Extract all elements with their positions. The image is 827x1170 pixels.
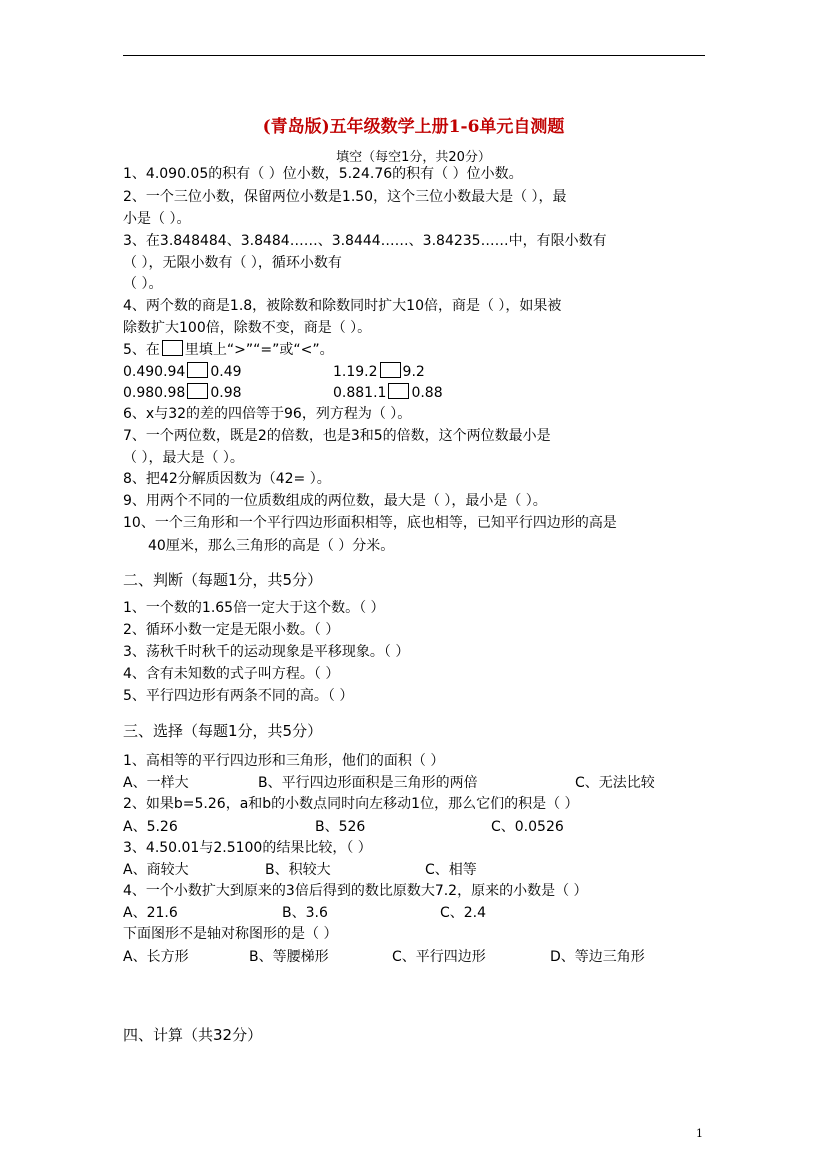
fill-q7-line1: 7、一个两位数，既是2的倍数，也是3和5的倍数，这个两位数最小是 (123, 428, 551, 444)
fill-q5 (123, 340, 334, 359)
section-calc-heading: 四、计算（共32分） (123, 1026, 263, 1044)
judge-item: 2、循环小数一定是无限小数。（ ） (123, 622, 340, 638)
answer-box[interactable] (187, 362, 208, 378)
choice-option: D、等边三角形 (550, 949, 645, 965)
choice-option: B、3.6 (282, 905, 328, 921)
fill-q3-line3: （ ）。 (123, 276, 163, 292)
fill-q4-line1: 4、两个数的商是1.8，被除数和除数同时扩大10倍，商是（ ），如果被 (123, 298, 562, 314)
judge-item: 1、一个数的1.65倍一定大于这个数。（ ） (123, 600, 385, 616)
fill-q1: 1、4.090.05的积有（ ）位小数，5.24.76的积有（ ）位小数。 (123, 166, 523, 182)
fill-q7-line2: （ ），最大是（ ）。 (123, 450, 244, 466)
choice-q5: 下面图形不是轴对称图形的是（ ） (123, 926, 338, 942)
fill-q10-line1: 10、一个三角形和一个平行四边形面积相等，底也相等，已知平行四边形的高是 (123, 515, 617, 531)
fill-q3-line1: 3、在3.848484、3.8484……、3.8444……、3.84235……中，有限小数有 (123, 233, 607, 249)
fill-q4-line2: 除数扩大100倍，除数不变，商是（ ）。 (123, 320, 372, 336)
section-judge-heading: 二、判断（每题1分，共5分） (123, 571, 323, 589)
compare-item: 0.490.94 0.49 (123, 364, 242, 380)
fill-q5-suffix: 里填上“>”“=”或“<”。 (184, 342, 334, 358)
fill-q6: 6、x与32的差的四倍等于96，列方程为（ ）。 (123, 406, 412, 422)
choice-option: C、平行四边形 (392, 949, 486, 965)
fill-q9: 9、用两个不同的一位质数组成的两位数，最大是（ ），最小是（ ）。 (123, 493, 547, 509)
choice-q1: 1、高相等的平行四边形和三角形，他们的面积（ ） (123, 753, 445, 769)
choice-option: A、5.26 (123, 819, 178, 835)
choice-option: B、平行四边形面积是三角形的两倍 (258, 775, 478, 791)
choice-option: A、长方形 (123, 949, 189, 965)
choice-option: B、等腰梯形 (249, 949, 329, 965)
choice-q4: 4、一个小数扩大到原来的3倍后得到的数比原数大7.2，原来的小数是（ ） (123, 883, 588, 899)
page-number: 1 (696, 1127, 703, 1140)
choice-option: A、商较大 (123, 862, 189, 878)
page-title: (青岛版)五年级数学上册1-6单元自测题 (262, 117, 565, 137)
choice-option: A、21.6 (123, 905, 178, 921)
choice-option: A、一样大 (123, 775, 189, 791)
section-fill-heading: 填空（每空1分，共20分） (336, 150, 491, 165)
section-choice-heading: 三、选择（每题1分，共5分） (123, 722, 323, 740)
fill-q5-prefix: 5、在 (123, 342, 160, 358)
choice-option: C、0.0526 (491, 819, 564, 835)
choice-option: C、相等 (425, 862, 477, 878)
fill-q3-line2: （ ），无限小数有（ ），循环小数有 (123, 255, 342, 271)
fill-q2-line2: 小是（ ）。 (123, 211, 191, 227)
compare-item: 0.980.98 0.98 (123, 385, 242, 401)
judge-item: 3、荡秋千时秋千的运动现象是平移现象。（ ） (123, 644, 410, 660)
compare-item: 0.881.1 0.88 (333, 385, 443, 401)
judge-item: 5、平行四边形有两条不同的高。（ ） (123, 688, 354, 704)
choice-q2: 2、如果b=5.26，a和b的小数点同时向左移动1位，那么它们的积是（ ） (123, 796, 579, 812)
answer-box[interactable] (187, 383, 208, 399)
choice-option: C、无法比较 (575, 775, 655, 791)
choice-option: B、526 (315, 819, 366, 835)
choice-option: C、2.4 (440, 905, 487, 921)
fill-q2-line1: 2、一个三位小数，保留两位小数是1.50，这个三位小数最大是（ ），最 (123, 189, 567, 205)
answer-box[interactable] (380, 362, 401, 378)
choice-option: B、积较大 (265, 862, 331, 878)
fill-q10-line2: 40厘米，那么三角形的高是（ ）分米。 (148, 538, 395, 554)
compare-item: 1.19.2 9.2 (333, 364, 425, 380)
choice-q3: 3、4.50.01与2.5100的结果比较，（ ） (123, 840, 372, 856)
header-rule (123, 55, 705, 56)
judge-item: 4、含有未知数的式子叫方程。（ ） (123, 666, 340, 682)
fill-q8: 8、把42分解质因数为（42= ）。 (123, 471, 331, 487)
answer-box[interactable] (388, 383, 409, 399)
answer-box[interactable] (162, 340, 183, 356)
